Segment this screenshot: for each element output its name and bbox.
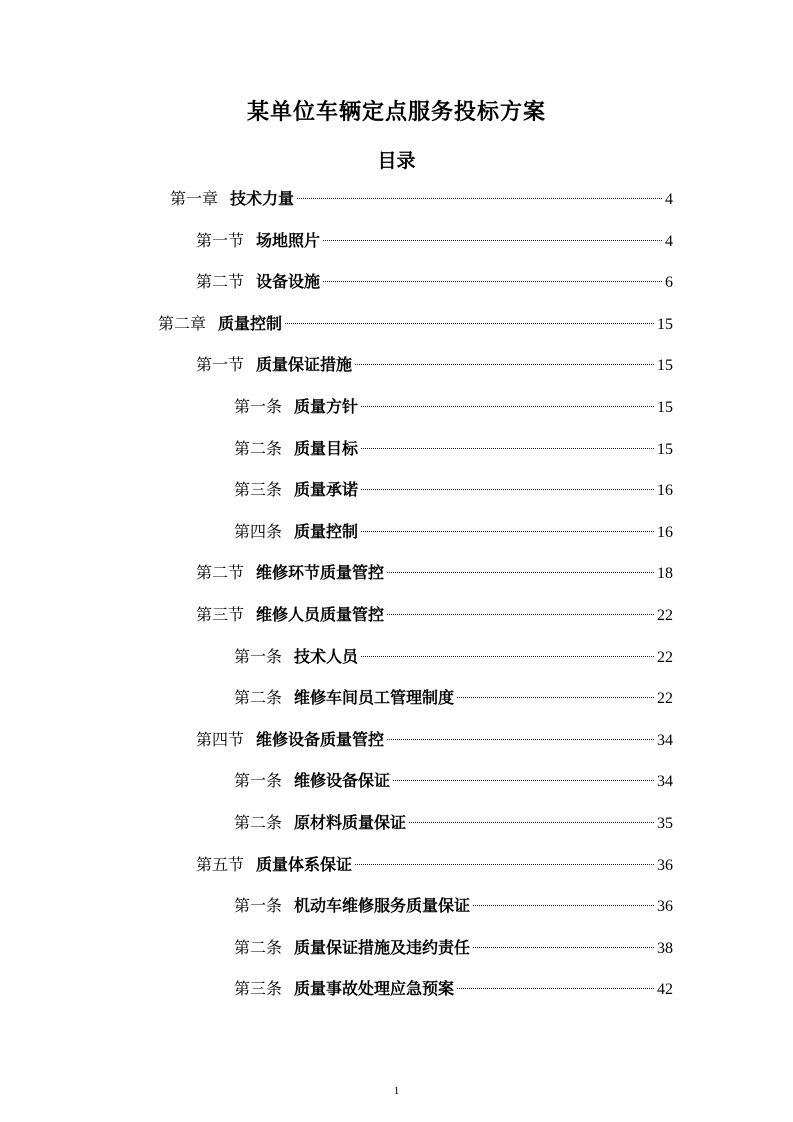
toc-entry[interactable] xyxy=(170,186,673,212)
toc-dot-leader xyxy=(361,489,654,490)
toc-dot-leader xyxy=(457,988,654,989)
toc-entry-label: 技术力量 xyxy=(230,189,295,208)
toc-entry[interactable] xyxy=(196,727,673,753)
toc-dot-leader xyxy=(393,780,654,781)
toc-dot-leader xyxy=(473,947,654,948)
toc-entry-page-number: 34 xyxy=(657,773,673,791)
toc-entry-label: 维修环节质量管控 xyxy=(256,563,385,583)
toc-entry[interactable] xyxy=(234,935,673,961)
toc-entry[interactable] xyxy=(234,810,673,836)
toc-dot-leader xyxy=(355,364,654,365)
toc-dot-leader xyxy=(323,281,662,282)
toc-dot-leader xyxy=(361,448,654,449)
toc-entry-page-number: 42 xyxy=(657,981,673,999)
toc-entry[interactable] xyxy=(196,602,673,628)
toc-entry[interactable] xyxy=(196,560,673,586)
toc-entry[interactable] xyxy=(196,852,673,878)
toc-entry[interactable] xyxy=(158,311,673,337)
toc-entry-prefix: 第一节 xyxy=(196,355,245,375)
toc-entry-label: 质量保证措施 xyxy=(256,355,353,375)
toc-entry-page-number: 22 xyxy=(657,648,673,666)
toc-entry-label: 原材料质量保证 xyxy=(294,813,407,832)
toc-entry-prefix: 第三节 xyxy=(196,605,245,624)
toc-entry[interactable] xyxy=(234,477,673,503)
toc-heading: 目录 xyxy=(377,150,416,172)
toc-entry-label: 维修设备保证 xyxy=(294,771,391,791)
document-title: 某单位车辆定点服务投标方案 xyxy=(246,100,546,125)
toc-dot-leader xyxy=(285,323,654,324)
toc-entry[interactable] xyxy=(234,644,673,670)
toc-entry-page-number: 34 xyxy=(657,731,673,749)
toc-dot-leader xyxy=(473,905,654,906)
toc-entry-prefix: 第一条 xyxy=(234,397,283,416)
toc-entry-label: 维修设备质量管控 xyxy=(256,729,385,749)
toc-entry-prefix: 第三条 xyxy=(234,480,283,500)
toc-entry-page-number: 15 xyxy=(657,440,673,458)
toc-entry-prefix: 第二条 xyxy=(234,813,283,832)
toc-entry-label: 质量承诺 xyxy=(294,480,359,500)
toc-entry-prefix: 第四节 xyxy=(196,729,245,749)
toc-entry-label: 维修人员质量管控 xyxy=(256,605,385,624)
toc-entry-page-number: 15 xyxy=(657,399,673,416)
toc-entry[interactable] xyxy=(196,269,673,295)
toc-entry-label: 场地照片 xyxy=(256,230,321,250)
toc-entry-label: 机动车维修服务质量保证 xyxy=(294,896,471,916)
toc-entry-page-number: 6 xyxy=(665,274,673,292)
toc-entry-label: 质量事故处理应急预案 xyxy=(294,979,455,999)
page-number: 1 xyxy=(393,1085,400,1097)
toc-entry-label: 质量控制 xyxy=(294,521,359,541)
toc-entry-prefix: 第四条 xyxy=(234,521,283,541)
toc-entry-prefix: 第一章 xyxy=(170,189,219,208)
toc-entry-label: 质量体系保证 xyxy=(256,854,353,874)
toc-entry-prefix: 第一条 xyxy=(234,646,283,666)
toc-dot-leader xyxy=(355,864,654,865)
toc-entry-page-number: 4 xyxy=(665,232,673,250)
toc-entry-prefix: 第五节 xyxy=(196,854,245,874)
toc-entry-page-number: 36 xyxy=(657,898,673,916)
toc-entry-page-number: 15 xyxy=(657,357,673,375)
toc-entry[interactable] xyxy=(234,436,673,462)
toc-entry[interactable] xyxy=(234,893,673,919)
toc-entry-page-number: 18 xyxy=(657,565,673,583)
toc-entry[interactable] xyxy=(234,519,673,545)
toc-entry-label: 质量保证措施及违约责任 xyxy=(294,937,471,957)
toc-entry-page-number: 4 xyxy=(665,191,673,208)
toc-entry-label: 设备设施 xyxy=(256,272,321,292)
toc-dot-leader xyxy=(387,614,654,615)
toc-entry[interactable] xyxy=(234,685,673,711)
toc-entry-prefix: 第二节 xyxy=(196,563,245,583)
toc-entry-prefix: 第二条 xyxy=(234,937,283,957)
toc-entry-page-number: 22 xyxy=(657,607,673,624)
toc-entry-prefix: 第一条 xyxy=(234,771,283,791)
toc-dot-leader xyxy=(361,656,654,657)
toc-entry-label: 维修车间员工管理制度 xyxy=(294,688,455,708)
toc-entry-page-number: 16 xyxy=(657,482,673,500)
toc-entry-label: 质量控制 xyxy=(218,313,283,333)
toc-entry-page-number: 35 xyxy=(657,815,673,832)
toc-dot-leader xyxy=(457,697,654,698)
toc-dot-leader xyxy=(361,531,654,532)
toc-entry-prefix: 第一节 xyxy=(196,230,245,250)
toc-entry-prefix: 第二条 xyxy=(234,438,283,458)
toc-dot-leader xyxy=(323,240,662,241)
toc-entry-page-number: 38 xyxy=(657,939,673,957)
toc-dot-leader xyxy=(387,739,654,740)
toc-entry[interactable] xyxy=(234,768,673,794)
toc-entry-prefix: 第三条 xyxy=(234,979,283,999)
toc-entry[interactable] xyxy=(234,976,673,1002)
toc-entry-page-number: 22 xyxy=(657,690,673,708)
toc-entry-page-number: 36 xyxy=(657,856,673,874)
toc-entry-label: 技术人员 xyxy=(294,646,359,666)
toc-entry-label: 质量目标 xyxy=(294,438,359,458)
toc-dot-leader xyxy=(409,822,654,823)
toc-entry-prefix: 第一条 xyxy=(234,896,283,916)
toc-dot-leader xyxy=(361,406,654,407)
toc-entry[interactable] xyxy=(196,352,673,378)
toc-entry[interactable] xyxy=(234,394,673,420)
toc-dot-leader xyxy=(297,198,662,199)
toc-entry[interactable] xyxy=(196,228,673,254)
toc-entry-page-number: 16 xyxy=(657,523,673,541)
toc-entry-page-number: 15 xyxy=(657,315,673,333)
toc-entry-label: 质量方针 xyxy=(294,397,359,416)
toc-entry-prefix: 第二条 xyxy=(234,688,283,708)
toc-dot-leader xyxy=(387,572,654,573)
toc-entry-prefix: 第二节 xyxy=(196,272,245,292)
toc-entry-prefix: 第二章 xyxy=(158,313,207,333)
